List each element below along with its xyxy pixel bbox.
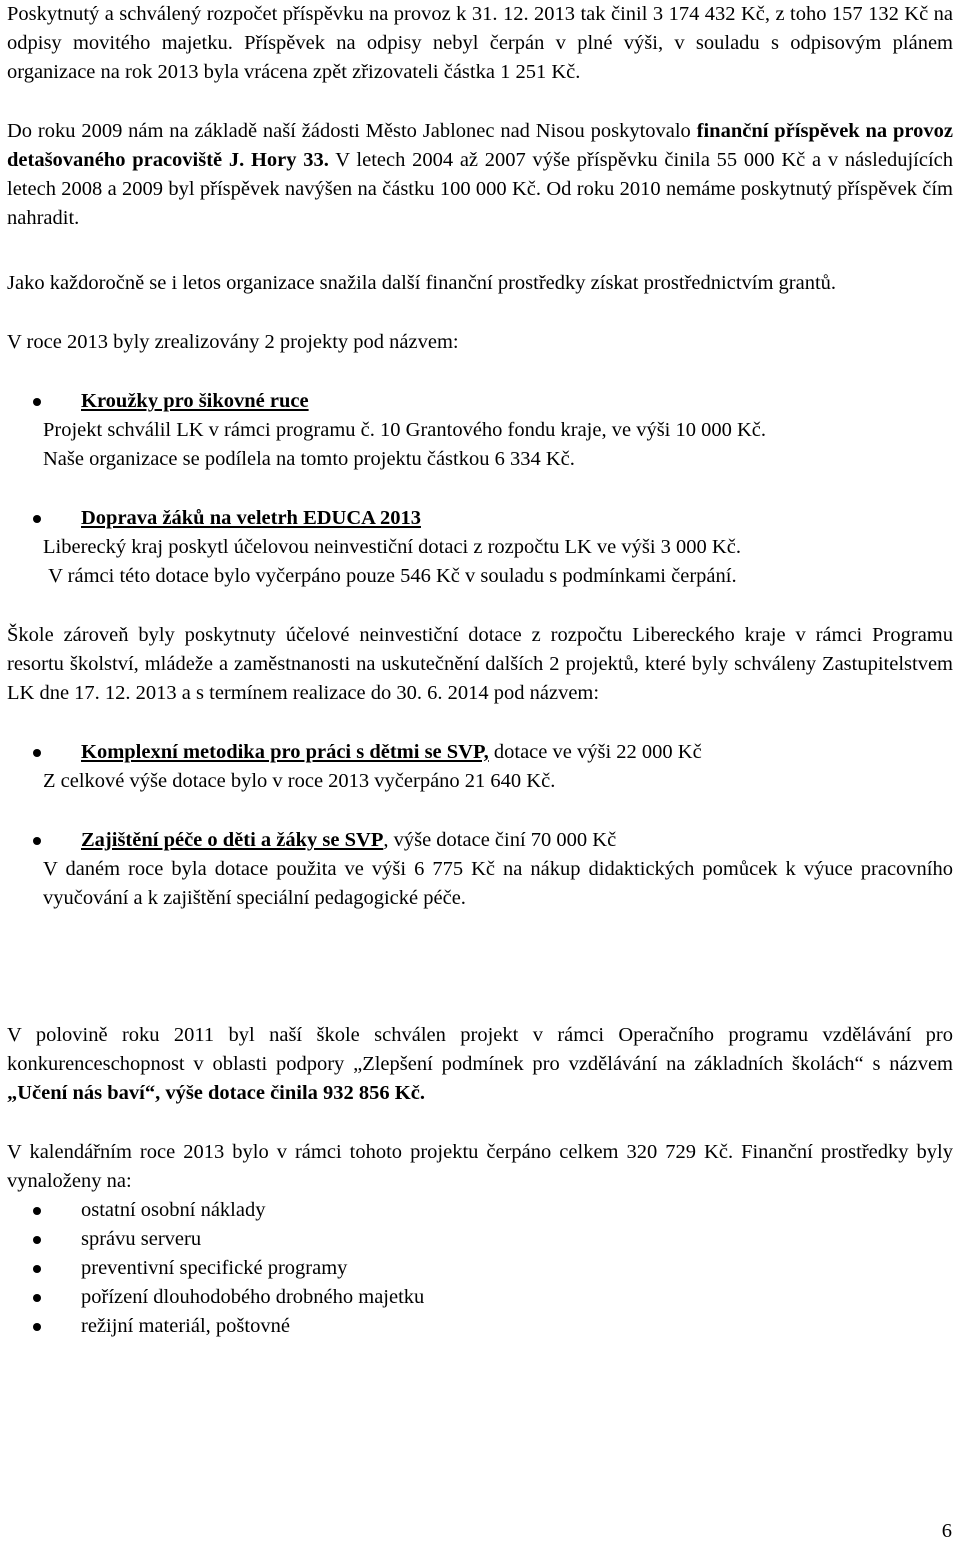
- spending-list: [7, 1196, 953, 1341]
- bullet-icon: [33, 1265, 41, 1273]
- bullet-icon: [33, 1323, 41, 1331]
- project-text: Z celkové výše dotace bylo v roce 2013 vyčerpáno 21 640 Kč.: [43, 770, 556, 792]
- list-item: pořízení dlouhodobého drobného majetku: [7, 1283, 953, 1312]
- document-page: [7, 0, 953, 1341]
- project-text: Naše organizace se podílela na tomto projektu částkou 6 334 Kč.: [43, 448, 575, 470]
- project-text: V rámci této dotace bylo vyčerpáno pouze 546 Kč v souladu s podmínkami čerpání.: [43, 565, 737, 587]
- project-title: Kroužky pro šikovné ruce: [81, 390, 309, 412]
- bullet-icon: [33, 1294, 41, 1302]
- bullet-icon: [33, 749, 41, 757]
- paragraph-city-contribution: Do roku 2009 nám na základě naší žádosti Město Jablonec nad Nisou poskytovalo finanční příspěvek na provoz detašovaného pracoviště J. Hory 33. V letech 2004 až 2007 výše příspěvku činila 55 000 Kč a v následujících letech 2008 a 2009 byl příspěvek navýšen na částku 100 000 Kč. Od roku 2010 nemáme poskytnutý příspěvek čím nahradit.: [7, 120, 954, 229]
- paragraph-regional-subsidies: Škole zároveň byly poskytnuty účelové neinvestiční dotace z rozpočtu Libereckého kraje v rámci Programu resortu školství, mládeže a zaměstnanosti na uskutečnění dalších 2 projektů, které byly schváleny Zastupitelstvem LK dne 17. 12. 2013 a s termínem realizace do 30. 6. 2014 pod názvem:: [7, 624, 953, 704]
- project-text: V daném roce byla dotace použita ve výši 6 775 Kč na nákup didaktických pomůcek k výuce pracovního vyučování a k zajištění speciální pedagogické péče.: [43, 858, 953, 909]
- project-item-4: Zajištění péče o děti a žáky se SVP, výše dotace činí 70 000 Kč V daném roce byla dotace použita ve výši 6 775 Kč na nákup didaktických pomůcek k výuce pracovního vyučování a k zajištění speciální pedagogické péče.: [7, 826, 953, 913]
- bullet-icon: [33, 515, 41, 523]
- list-item: ostatní osobní náklady: [7, 1196, 953, 1225]
- paragraph-spending: V kalendářním roce 2013 bylo v rámci tohoto projektu čerpáno celkem 320 729 Kč. Finanční prostředky byly vynaloženy na:: [7, 1141, 953, 1192]
- project-title: Komplexní metodika pro práci s dětmi se SVP,: [81, 741, 489, 763]
- project-text: Liberecký kraj poskytl účelovou neinvestiční dotaci z rozpočtu LK ve výši 3 000 Kč.: [43, 536, 741, 558]
- project-title: Zajištění péče o děti a žáky se SVP: [81, 829, 384, 851]
- paragraph-budget: Poskytnutý a schválený rozpočet příspěvku na provoz k 31. 12. 2013 tak činil 3 174 432 Kč, z toho 157 132 Kč na odpisy movitého majetku. Příspěvek na odpisy nebyl čerpán v plné výši, v souladu s odpisovým plánem organizace na rok 2013 byla vrácena zpět zřizovateli částka 1 251 Kč.: [7, 3, 953, 83]
- list-item: preventivní specifické programy: [7, 1254, 953, 1283]
- paragraph-grants: Jako každoročně se i letos organizace snažila další finanční prostředky získat prostřednictvím grantů.: [7, 272, 837, 294]
- bullet-icon: [33, 837, 41, 845]
- list-item: správu serveru: [7, 1225, 953, 1254]
- list-item: režijní materiál, poštovné: [7, 1312, 953, 1341]
- bullet-icon: [33, 1236, 41, 1244]
- project-item-1: [7, 387, 953, 474]
- project-title: Doprava žáků na veletrh EDUCA 2013: [81, 507, 421, 529]
- project-item-3: Komplexní metodika pro práci s dětmi se SVP, dotace ve výši 22 000 Kč Z celkové výše dotace bylo v roce 2013 vyčerpáno 21 640 Kč.: [7, 738, 953, 796]
- project-text: Projekt schválil LK v rámci programu č. 10 Grantového fondu kraje, ve výši 10 000 Kč.: [43, 419, 767, 441]
- paragraph-projects-intro: V roce 2013 byly zrealizovány 2 projekty pod názvem:: [7, 331, 459, 353]
- paragraph-op-project: V polovině roku 2011 byl naší škole schválen projekt v rámci Operačního programu vzdělávání pro konkurenceschopnost v oblasti podpory „Zlepšení podmínek pro vzdělávání na základních školách“ s názvem „Učení nás baví“, výše dotace činila 932 856 Kč.: [7, 1024, 953, 1104]
- bullet-icon: [33, 1207, 41, 1215]
- page-number: 6: [941, 1520, 952, 1542]
- bullet-icon: [33, 398, 41, 406]
- project-item-2: [7, 504, 953, 591]
